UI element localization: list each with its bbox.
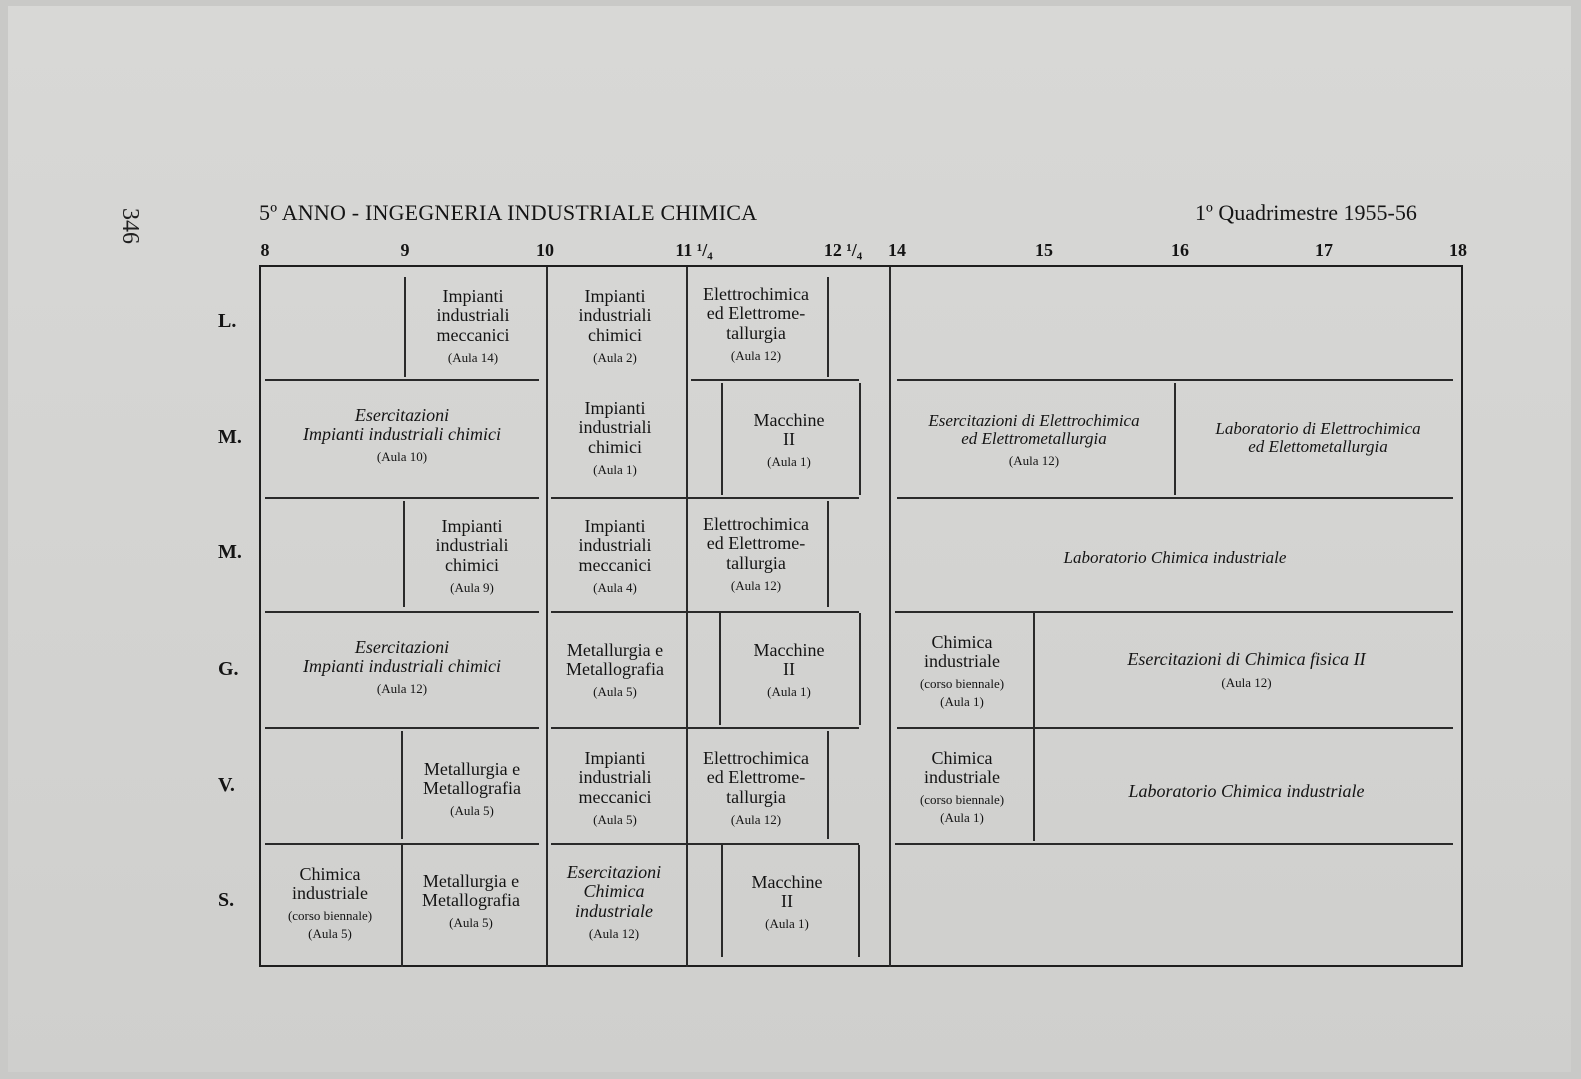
page-number: 346 [117, 208, 143, 244]
lesson-friday-1: Metallurgia e Metallografia (Aula 5) [423, 758, 521, 819]
grid-line [859, 613, 861, 725]
grid-line [265, 843, 539, 845]
hour-label: 11 ¹/₄ [675, 240, 713, 260]
lesson-thursday-1: Esercitazioni Impianti industriali chimici (Aula 12) [303, 636, 501, 697]
day-label-thursday: G. [218, 658, 239, 680]
day-label-friday: V. [218, 774, 235, 796]
hour-label: 12 ¹/₄ [823, 240, 863, 260]
hour-label: 17 [1315, 240, 1333, 260]
grid-line [827, 277, 829, 377]
lesson-friday-2: Impianti industriali meccanici (Aula 5) [578, 747, 652, 828]
day-label-tuesday: M. [218, 426, 242, 448]
grid-line [895, 611, 1453, 613]
lesson-friday-4: Chimica industriale (corso biennale) (Aula 1) [919, 747, 1005, 826]
grid-line [897, 727, 1453, 729]
lesson-tuesday-4: Esercitazioni di Elettrochimica ed Elettrometallurgia (Aula 12) [928, 410, 1140, 469]
hour-label: 14 [888, 240, 906, 260]
lesson-thursday-5: Esercitazioni di Chimica fisica II (Aula 12) [1127, 649, 1366, 690]
lesson-thursday-3: Macchine II (Aula 1) [753, 639, 825, 700]
hour-label: 9 [400, 240, 410, 260]
lesson-wednesday-4: Laboratorio Chimica industriale [1063, 547, 1287, 567]
grid-line [859, 383, 861, 495]
day-label-wednesday: M. [218, 541, 242, 563]
grid-line [265, 497, 539, 499]
quadrimester-label: 1º Quadrimestre 1955-56 [1195, 200, 1417, 225]
grid-line [551, 611, 859, 613]
lesson-monday-3: Elettrochimica ed Elettrome- tallurgia (Aula 12) [703, 283, 809, 364]
grid-line [827, 731, 829, 839]
lesson-monday-2: Impianti industriali chimici (Aula 2) [578, 285, 652, 366]
grid-line [897, 379, 1453, 381]
lesson-saturday-4: Macchine II (Aula 1) [751, 871, 823, 932]
grid-line [827, 501, 829, 607]
lesson-saturday-2: Metallurgia e Metallografia (Aula 5) [422, 870, 520, 931]
grid-line [858, 845, 860, 957]
hour-label: 18 [1449, 240, 1467, 260]
hour-label: 8 [260, 240, 270, 260]
lesson-tuesday-3: Macchine II (Aula 1) [753, 409, 825, 470]
grid-line [889, 267, 891, 967]
lesson-friday-5: Laboratorio Chimica industriale [1128, 781, 1365, 802]
lesson-thursday-2: Metallurgia e Metallografia (Aula 5) [566, 639, 664, 700]
page-title: 5º ANNO - INGEGNERIA INDUSTRIALE CHIMICA [259, 200, 758, 225]
grid-line [691, 379, 859, 381]
lesson-tuesday-1: Esercitazioni Impianti industriali chimici (Aula 10) [303, 404, 501, 465]
lesson-monday-1: Impianti industriali meccanici (Aula 14) [436, 285, 510, 366]
lesson-wednesday-3: Elettrochimica ed Elettrome- tallurgia (Aula 12) [703, 513, 809, 594]
hour-label: 16 [1171, 240, 1189, 260]
grid-line [551, 843, 859, 845]
hour-label: 10 [536, 240, 554, 260]
lesson-saturday-3: Esercitazioni Chimica industriale (Aula 12) [566, 861, 662, 942]
day-label-saturday: S. [218, 889, 235, 911]
grid-line [686, 267, 688, 967]
grid-line [551, 727, 859, 729]
lesson-tuesday-2: Impianti industriali chimici (Aula 1) [578, 397, 652, 478]
grid-line [265, 727, 539, 729]
grid-line [897, 497, 1453, 499]
lesson-friday-3: Elettrochimica ed Elettrome- tallurgia (Aula 12) [703, 747, 809, 828]
grid-line [265, 379, 539, 381]
lesson-thursday-4: Chimica industriale (corso biennale) (Aula 1) [919, 631, 1005, 710]
lesson-wednesday-1: Impianti industriali chimici (Aula 9) [435, 515, 509, 596]
lesson-tuesday-5: Laboratorio di Elettrochimica ed Elettometallurgia [1215, 418, 1421, 456]
hour-label: 15 [1035, 240, 1053, 260]
lesson-saturday-1: Chimica industriale (corso biennale) (Aula 5) [287, 863, 373, 942]
lesson-wednesday-2: Impianti industriali meccanici (Aula 4) [578, 515, 652, 596]
day-label-monday: L. [218, 310, 237, 332]
grid-line [265, 611, 539, 613]
grid-line [895, 843, 1453, 845]
grid-line [551, 497, 859, 499]
